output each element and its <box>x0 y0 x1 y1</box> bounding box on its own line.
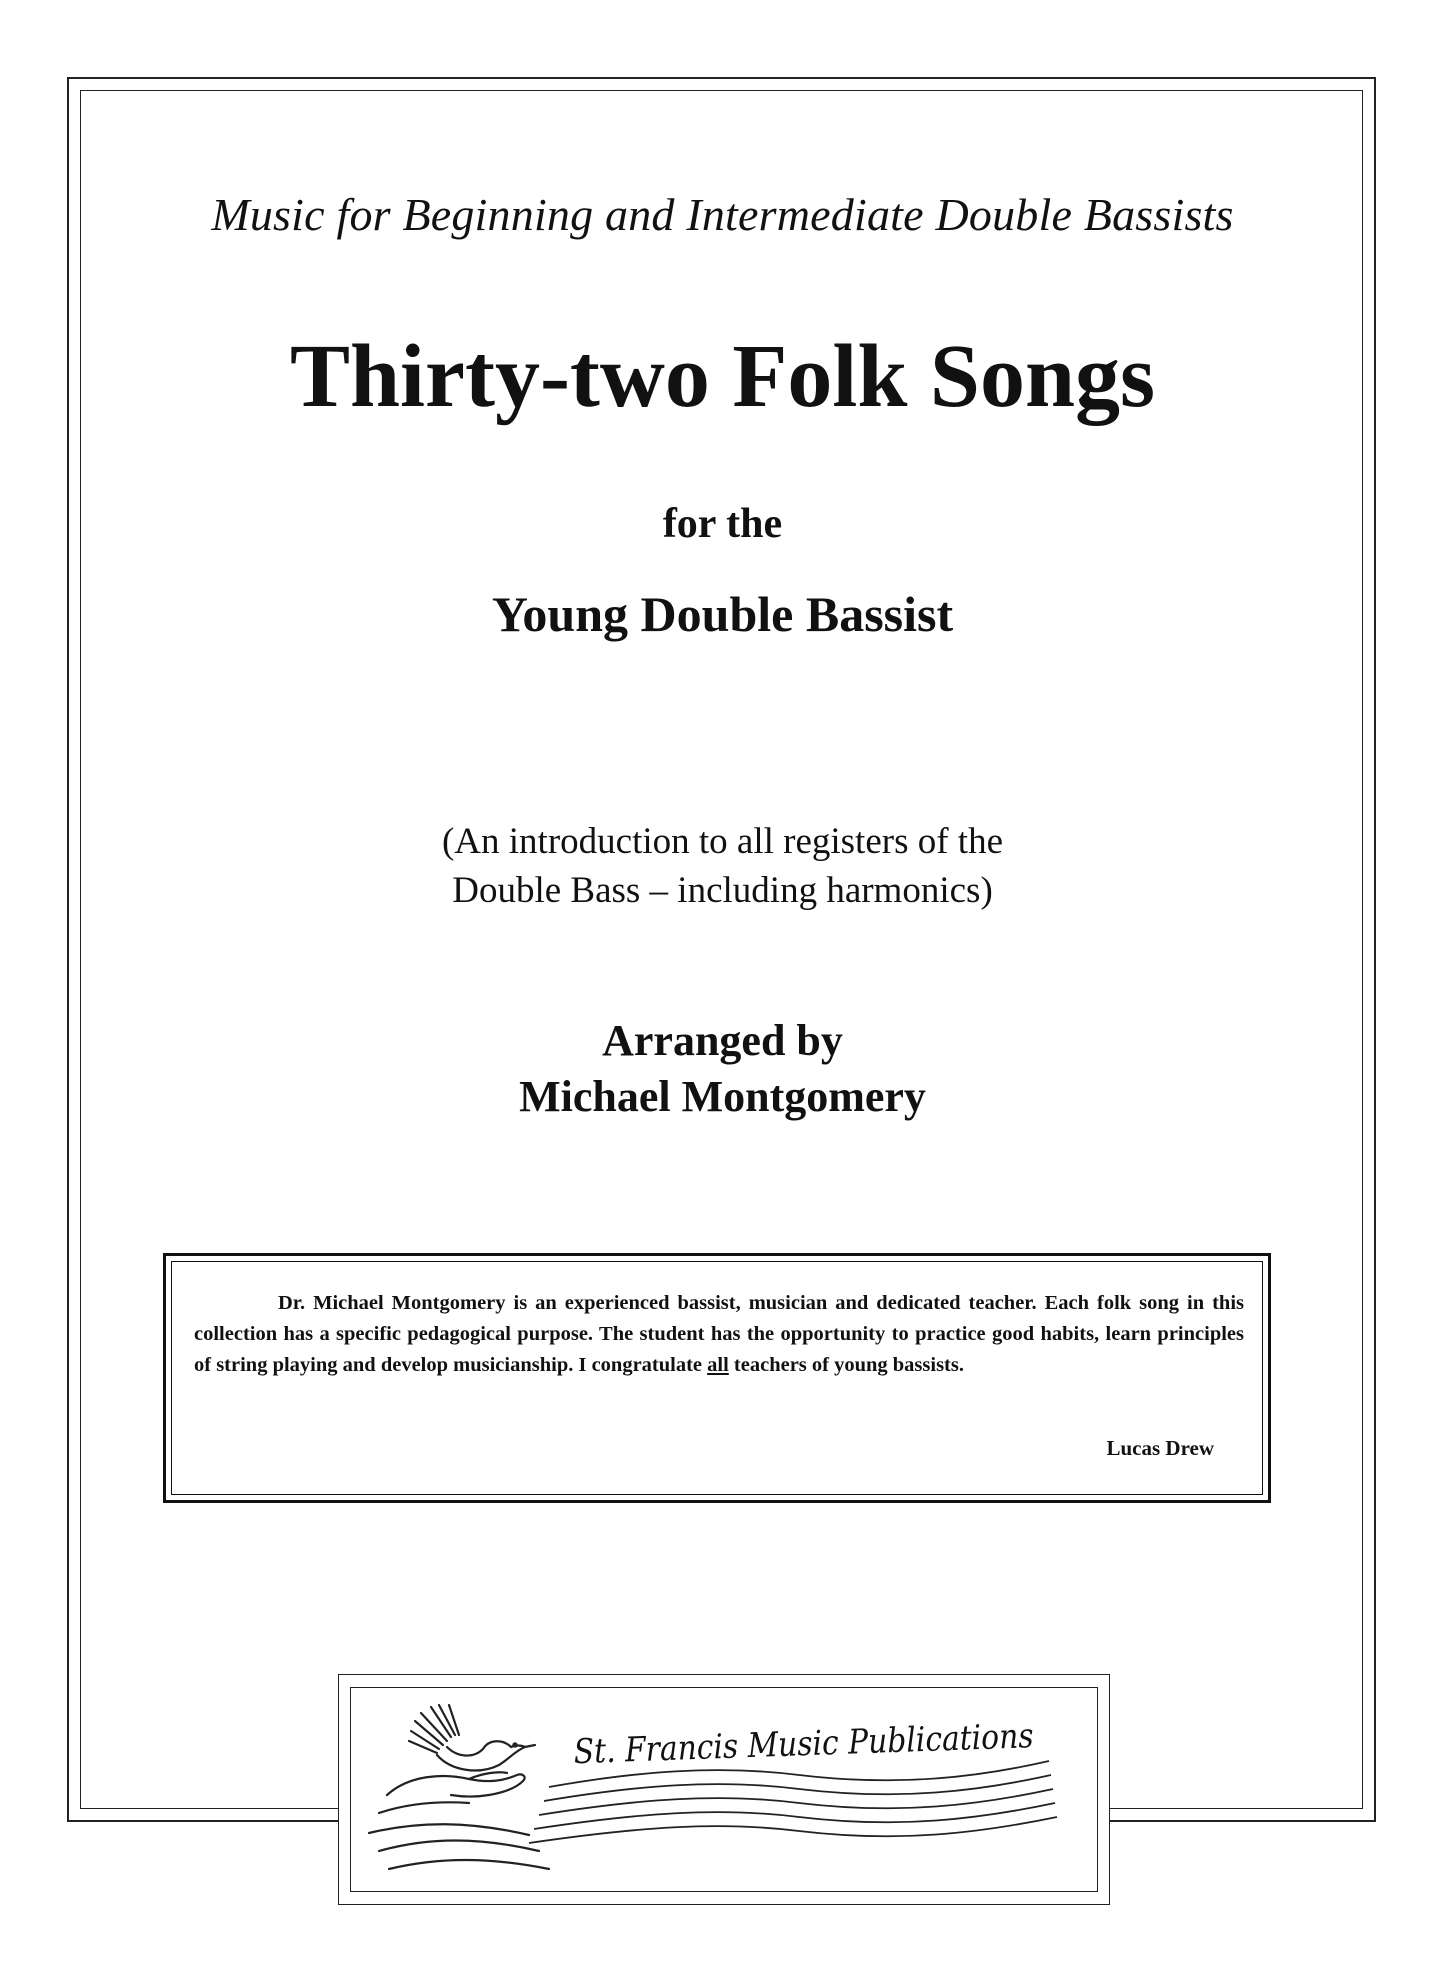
endorsement-text <box>194 1288 1244 1381</box>
introduction-line-1: (An introduction to all registers of the <box>441 821 1004 862</box>
arranger-credit <box>0 1013 1445 1125</box>
endorsement-author: Lucas Drew <box>1106 1436 1214 1460</box>
publisher-logo <box>338 1674 1110 1905</box>
series-subtitle: Music for Beginning and Intermediate Double Bassists <box>211 189 1234 240</box>
book-title: Thirty-two Folk Songs <box>289 327 1156 426</box>
publisher-name: St. Francis Music Publications <box>573 1713 1100 1773</box>
endorsement-box <box>163 1253 1271 1503</box>
for-the-label: for the <box>662 501 783 547</box>
endorsement-text-part-2: teachers of young bassists. <box>728 1354 964 1376</box>
endorsement-inner-border <box>171 1261 1263 1495</box>
arranged-by-label: Arranged by <box>602 1016 843 1065</box>
publisher-logo-graphic <box>339 1675 1111 1906</box>
audience-heading: Young Double Bassist <box>491 586 954 642</box>
endorsement-text-part-1: Dr. Michael Montgomery is an experienced bassist, musician and dedicated teacher. Each folk song in this collection has a specific pedagogical purpose. The student has the opportunity to practice good habits, learn principles of string playing and develop musicianship. I congratulate <box>194 1292 1244 1376</box>
introduction-line-2: Double Bass – including harmonics) <box>452 870 993 911</box>
dove-hand-icon <box>369 1705 549 1869</box>
introduction-note <box>0 817 1445 915</box>
endorsement-emphasis: all <box>707 1354 729 1376</box>
arranger-name: Michael Montgomery <box>519 1072 926 1121</box>
music-staff-lines <box>529 1761 1057 1843</box>
